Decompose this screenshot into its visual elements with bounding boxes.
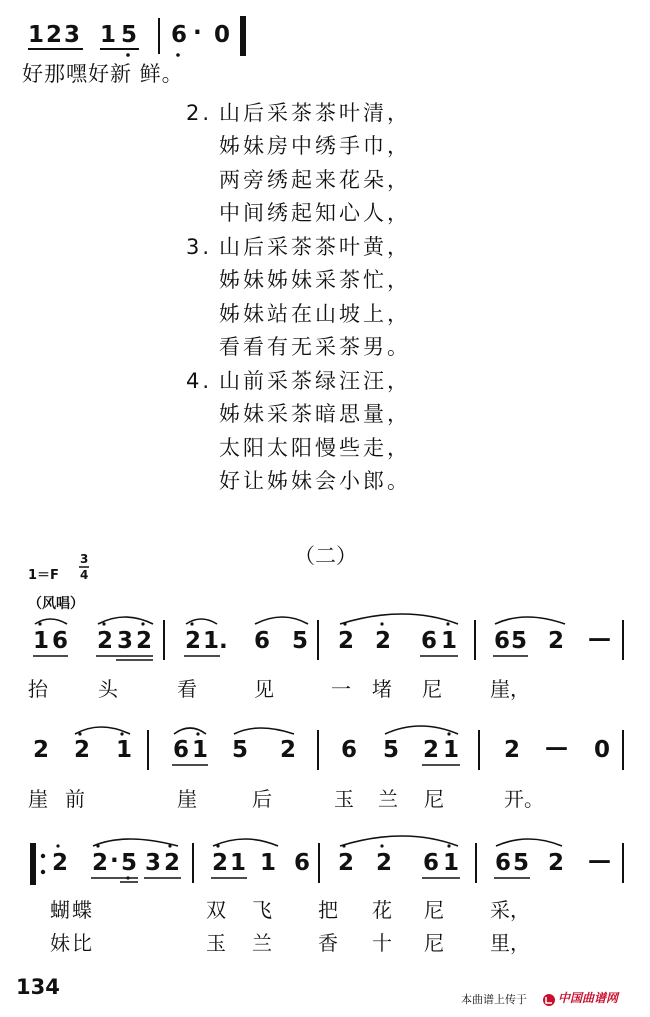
- note: 2: [423, 737, 440, 763]
- lyric: 妹: [50, 931, 70, 955]
- verse-number: 2.: [186, 101, 213, 125]
- verse-line: 好让姊妹会小郎。: [219, 469, 411, 493]
- note: 2: [92, 850, 109, 876]
- note: 1: [230, 850, 247, 876]
- lyric-line: 好那嘿好新 鲜。: [22, 62, 184, 86]
- note: 1: [443, 850, 460, 876]
- note: 0: [214, 22, 231, 48]
- lyric: 采，: [490, 898, 530, 922]
- note: 2: [338, 850, 355, 876]
- note: 5: [383, 737, 400, 763]
- lyric: 花: [372, 898, 392, 922]
- footer-logo: 中国曲谱网: [558, 991, 619, 1005]
- note: 5: [292, 628, 309, 654]
- note: 1: [260, 850, 277, 876]
- lyric: 尼: [424, 898, 444, 922]
- note: 2: [97, 628, 114, 654]
- lyric: 崖，: [490, 677, 530, 701]
- lyric: 尼: [424, 787, 444, 811]
- note: 6: [171, 22, 188, 48]
- time-signature-bottom: 4: [80, 568, 89, 582]
- footer-credit: 本曲谱上传于: [461, 993, 527, 1006]
- lyric: 崖: [28, 787, 48, 811]
- verse-line: 姊妹姊妹采茶忙，: [219, 268, 411, 292]
- note: 1: [443, 737, 460, 763]
- lyric: 兰: [378, 787, 398, 811]
- lyric: 蝴: [50, 898, 70, 922]
- note: 2: [280, 737, 297, 763]
- note: 3: [145, 850, 162, 876]
- note: 6: [52, 628, 69, 654]
- verse-line: 姊妹采茶暗思量，: [219, 402, 411, 426]
- augmentation-dot: ·: [193, 20, 202, 46]
- lyric: 崖: [177, 787, 197, 811]
- note: 1: [203, 628, 220, 654]
- note: 5: [121, 22, 138, 48]
- lyric: 后: [252, 787, 272, 811]
- lyric: 一: [331, 677, 351, 701]
- verse-line: 太阳太阳慢些走，: [219, 436, 411, 460]
- note: 6: [423, 850, 440, 876]
- note: 1: [192, 737, 209, 763]
- lyric: 开。: [504, 787, 544, 811]
- note: 6: [421, 628, 438, 654]
- dash: —: [588, 626, 611, 652]
- lyric: 头: [98, 677, 118, 701]
- note: 1: [33, 628, 50, 654]
- note: 2: [52, 850, 69, 876]
- verse-line: 中间绣起知心人，: [219, 201, 411, 225]
- note: 6: [495, 850, 512, 876]
- verse-line: 姊妹站在山坡上，: [219, 302, 411, 326]
- note: 2: [212, 850, 229, 876]
- lyric: 看: [177, 677, 197, 701]
- verse-line: 看看有无采茶男。: [219, 335, 411, 359]
- note: 3: [64, 22, 81, 48]
- note: 6: [173, 737, 190, 763]
- lyric: 香: [318, 931, 338, 955]
- note: 2: [33, 737, 50, 763]
- rest: 0: [594, 737, 611, 763]
- verse-line: 山后采茶茶叶黄，: [219, 235, 411, 259]
- verse-line: 两旁绣起来花朵，: [219, 168, 411, 192]
- lyric: 比: [72, 931, 92, 955]
- note: 2: [548, 628, 565, 654]
- lyric: 蝶: [72, 898, 92, 922]
- note: 2: [548, 850, 565, 876]
- note: 2: [375, 628, 392, 654]
- lyric: 见: [254, 677, 274, 701]
- lyric: 前: [65, 787, 85, 811]
- note: 6: [341, 737, 358, 763]
- note: 6: [294, 850, 311, 876]
- note: 2: [338, 628, 355, 654]
- lyric: 把: [318, 898, 338, 922]
- note: 1: [441, 628, 458, 654]
- dot: .: [219, 628, 228, 654]
- note: 2: [504, 737, 521, 763]
- note: 2: [74, 737, 91, 763]
- note: 5: [121, 850, 138, 876]
- note: 1: [100, 22, 117, 48]
- lyric: 玉: [206, 931, 226, 955]
- verse-number: 4.: [186, 369, 213, 393]
- dash: —: [545, 735, 568, 761]
- note: 2: [164, 850, 181, 876]
- lyric: 堵: [372, 677, 392, 701]
- verse-number: 3.: [186, 235, 213, 259]
- note: 2: [376, 850, 393, 876]
- verse-line: 山前采茶绿汪汪，: [219, 369, 411, 393]
- note: 2: [136, 628, 153, 654]
- dash: —: [588, 848, 611, 874]
- verse-line: 山后采茶茶叶清，: [219, 101, 411, 125]
- note: 5: [232, 737, 249, 763]
- note: 5: [511, 628, 528, 654]
- lyric: 兰: [252, 931, 272, 955]
- lyric: 飞: [252, 898, 272, 922]
- lyric: 十: [372, 931, 392, 955]
- section-title: （二）: [294, 544, 357, 568]
- note: 2: [185, 628, 202, 654]
- lyric: 双: [206, 898, 226, 922]
- lyric: 尼: [424, 931, 444, 955]
- lyric: 里，: [490, 931, 530, 955]
- note: 1: [116, 737, 133, 763]
- note: 2: [46, 22, 63, 48]
- time-signature-top: 3: [80, 552, 89, 566]
- augmentation-dot: ·: [110, 848, 119, 874]
- note: 1: [28, 22, 45, 48]
- tempo-marking: （风唱）: [28, 596, 84, 612]
- verse-line: 姊妹房中绣手巾，: [219, 134, 411, 158]
- key-label: 1＝F: [28, 568, 59, 583]
- note: 6: [494, 628, 511, 654]
- note: 6: [254, 628, 271, 654]
- note: 5: [513, 850, 530, 876]
- lyric: 尼: [422, 677, 442, 701]
- page-number: 134: [16, 975, 60, 999]
- lyric: 抬: [28, 677, 48, 701]
- lyric: 玉: [334, 787, 354, 811]
- note: 3: [117, 628, 134, 654]
